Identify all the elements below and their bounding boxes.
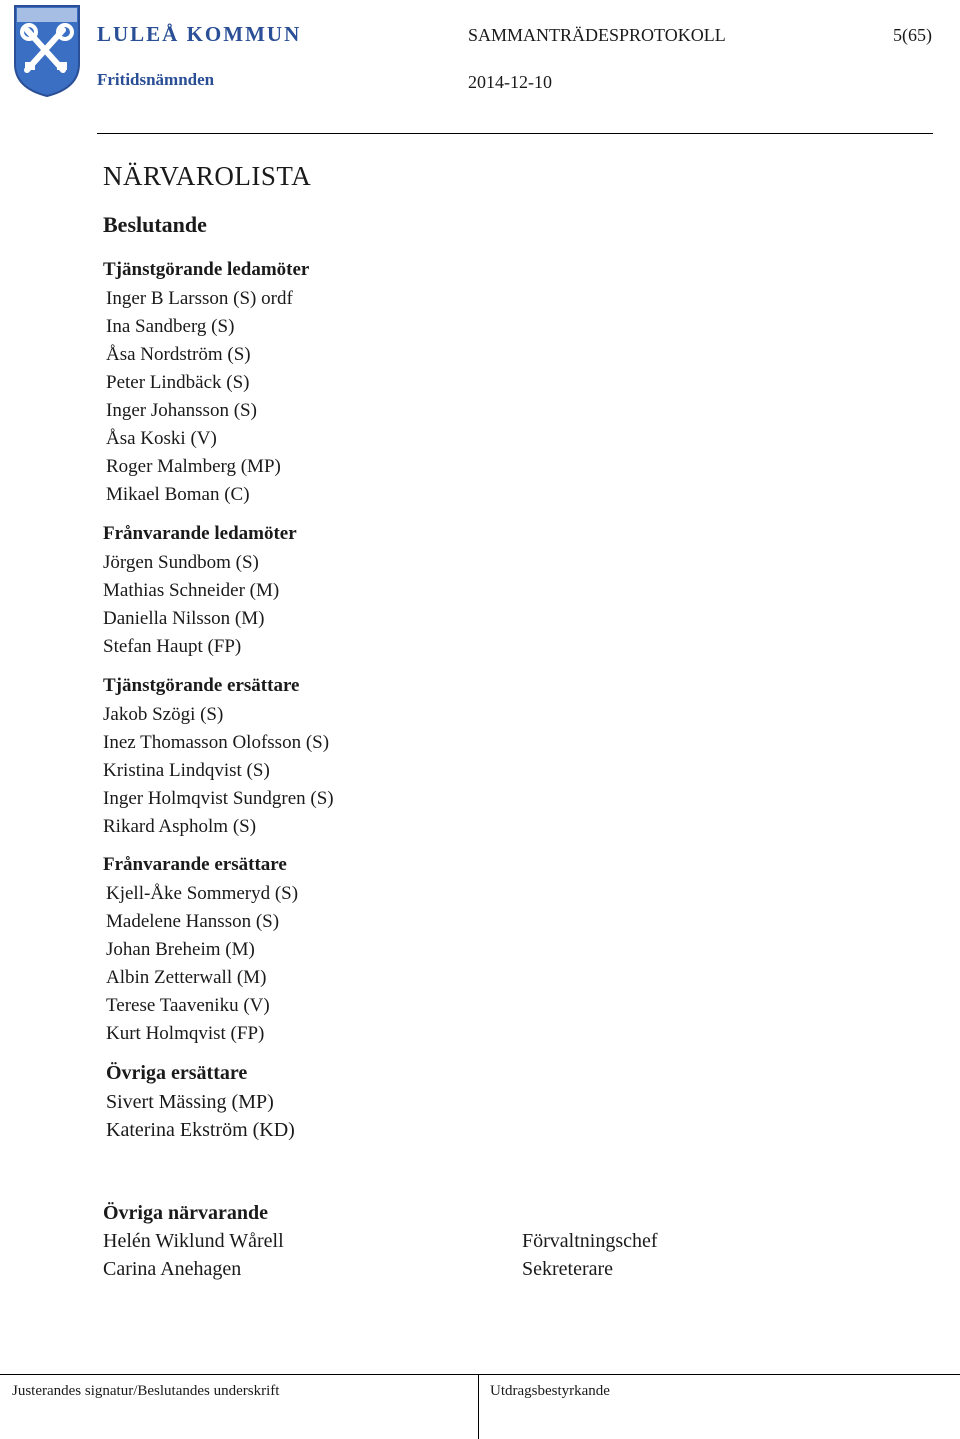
list-item: Albin Zetterwall (M) [106,967,267,988]
list-item: Rikard Aspholm (S) [103,816,257,837]
section-heading: Tjänstgörande ledamöter [103,259,310,280]
list-item: Mikael Boman (C) [106,484,250,505]
section-other-substitutes [103,1060,295,1144]
person-name: Carina Anehagen [103,1258,242,1280]
section-absent-members [103,521,297,661]
section-heading: Frånvarande ledamöter [103,523,297,544]
list-item: Kristina Lindqvist (S) [103,760,270,781]
list-item: Katerina Ekström (KD) [106,1119,295,1141]
list-item: Ina Sandberg (S) [106,316,235,337]
list-item: Jörgen Sundbom (S) [103,552,259,573]
coat-of-arms-logo [13,4,81,98]
list-item: Madelene Hansson (S) [106,911,280,932]
footer-column-divider [478,1374,479,1439]
list-item: Roger Malmberg (MP) [106,456,281,477]
page-subtitle: Beslutande [103,212,207,237]
list-item: Åsa Nordström (S) [106,344,251,365]
table-row [103,1255,658,1283]
header-divider [97,133,933,134]
list-item: Mathias Schneider (M) [103,580,280,601]
section-heading: Frånvarande ersättare [103,854,287,875]
person-role: Förvaltningschef [522,1230,658,1252]
list-item: Inger Johansson (S) [106,400,257,421]
list-item: Peter Lindbäck (S) [106,372,250,393]
section-absent-substitutes [103,852,298,1048]
list-item: Inez Thomasson Olofsson (S) [103,732,330,753]
list-item: Kjell-Åke Sommeryd (S) [106,883,299,904]
page-title: NÄRVAROLISTA [103,161,312,191]
footer-divider [0,1374,960,1375]
document-type: SAMMANTRÄDESPROTOKOLL [468,25,726,45]
section-heading: Övriga ersättare [106,1062,248,1084]
person-role: Sekreterare [522,1258,614,1280]
extract-label: Utdragsbestyrkande [490,1383,610,1399]
department-name: Fritidsnämnden [97,70,215,89]
table-row [103,1227,658,1255]
page-number: 5(65) [893,25,932,45]
list-item: Jakob Szögi (S) [103,704,224,725]
section-others-present [103,1199,658,1283]
list-item: Sivert Mässing (MP) [106,1091,274,1113]
section-active-substitutes [103,673,334,841]
list-item: Inger Holmqvist Sundgren (S) [103,788,334,809]
list-item: Johan Breheim (M) [106,939,255,960]
list-item: Terese Taaveniku (V) [106,995,270,1016]
list-item: Inger B Larsson (S) ordf [106,288,293,309]
section-active-members [103,257,309,509]
list-item: Kurt Holmqvist (FP) [106,1023,265,1044]
list-item: Daniella Nilsson (M) [103,608,265,629]
organization-name: LULEÅ KOMMUN [97,22,302,46]
section-heading: Övriga närvarande [103,1202,268,1224]
signature-footer [0,1374,960,1439]
meeting-date: 2014-12-10 [468,72,552,92]
list-item: Stefan Haupt (FP) [103,636,242,657]
list-item: Åsa Koski (V) [106,428,217,449]
signature-label: Justerandes signatur/Beslutandes underskrift [12,1383,280,1399]
section-heading: Tjänstgörande ersättare [103,675,300,696]
person-name: Helén Wiklund Wårell [103,1230,284,1252]
